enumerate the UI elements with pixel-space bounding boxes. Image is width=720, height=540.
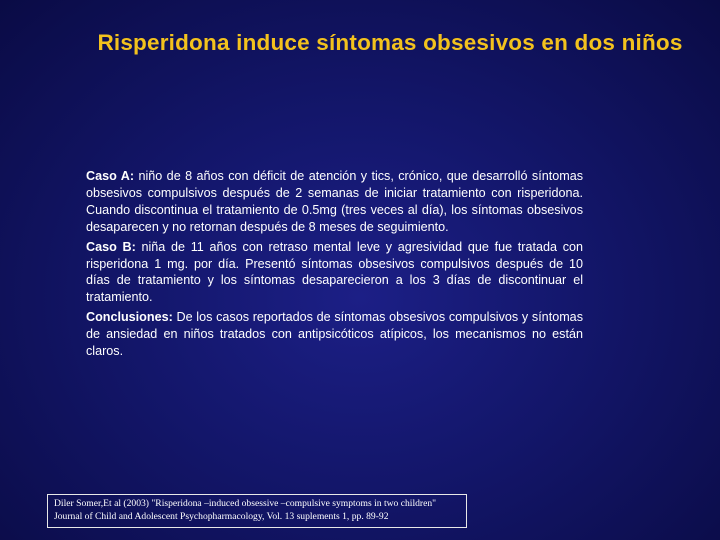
citation-box xyxy=(47,494,467,528)
citation-line-1: Diler Somer,Et al (2003) "Risperidona –induced obsessive –compulsive symptoms in two children" xyxy=(54,498,437,509)
conclusions-label: Conclusiones: xyxy=(86,310,173,325)
conclusions-paragraph xyxy=(86,309,583,360)
slide-body xyxy=(86,168,583,363)
case-a-text: niño de 8 años con déficit de atención y tics, crónico, que desarrolló síntomas obsesivos compulsivos después de 2 semanas de iniciar tratamiento con risperidona. Cuando discontinua el tratamiento de 0.5mg (tres veces al día), los síntomas obsesivos desaparecen y no retornan después de 8 meses de seguimiento. xyxy=(86,169,583,234)
case-b-paragraph xyxy=(86,239,583,307)
case-a-paragraph xyxy=(86,168,583,236)
citation-line-2: Journal of Child and Adolescent Psychopharmacology, Vol. 13 suplements 1, pp. 89-92 xyxy=(54,511,389,522)
conclusions-text: De los casos reportados de síntomas obsesivos compulsivos y síntomas de ansiedad en niños tratados con antipsicóticos atípicos, los mecanismos no están claros. xyxy=(86,310,583,359)
case-b-text: niña de 11 años con retraso mental leve y agresividad que fue tratada con risperidona 1 mg. por día. Presentó síntomas obsesivos compulsivos después de 10 días de tratamiento y los síntomas desaparecieron a los 3 días de discontinuar el tratamiento. xyxy=(86,239,583,305)
slide-title: Risperidona induce síntomas obsesivos en dos niños xyxy=(97,30,683,55)
case-b-label: Caso B: xyxy=(86,239,136,254)
case-a-label: Caso A: xyxy=(86,169,135,183)
